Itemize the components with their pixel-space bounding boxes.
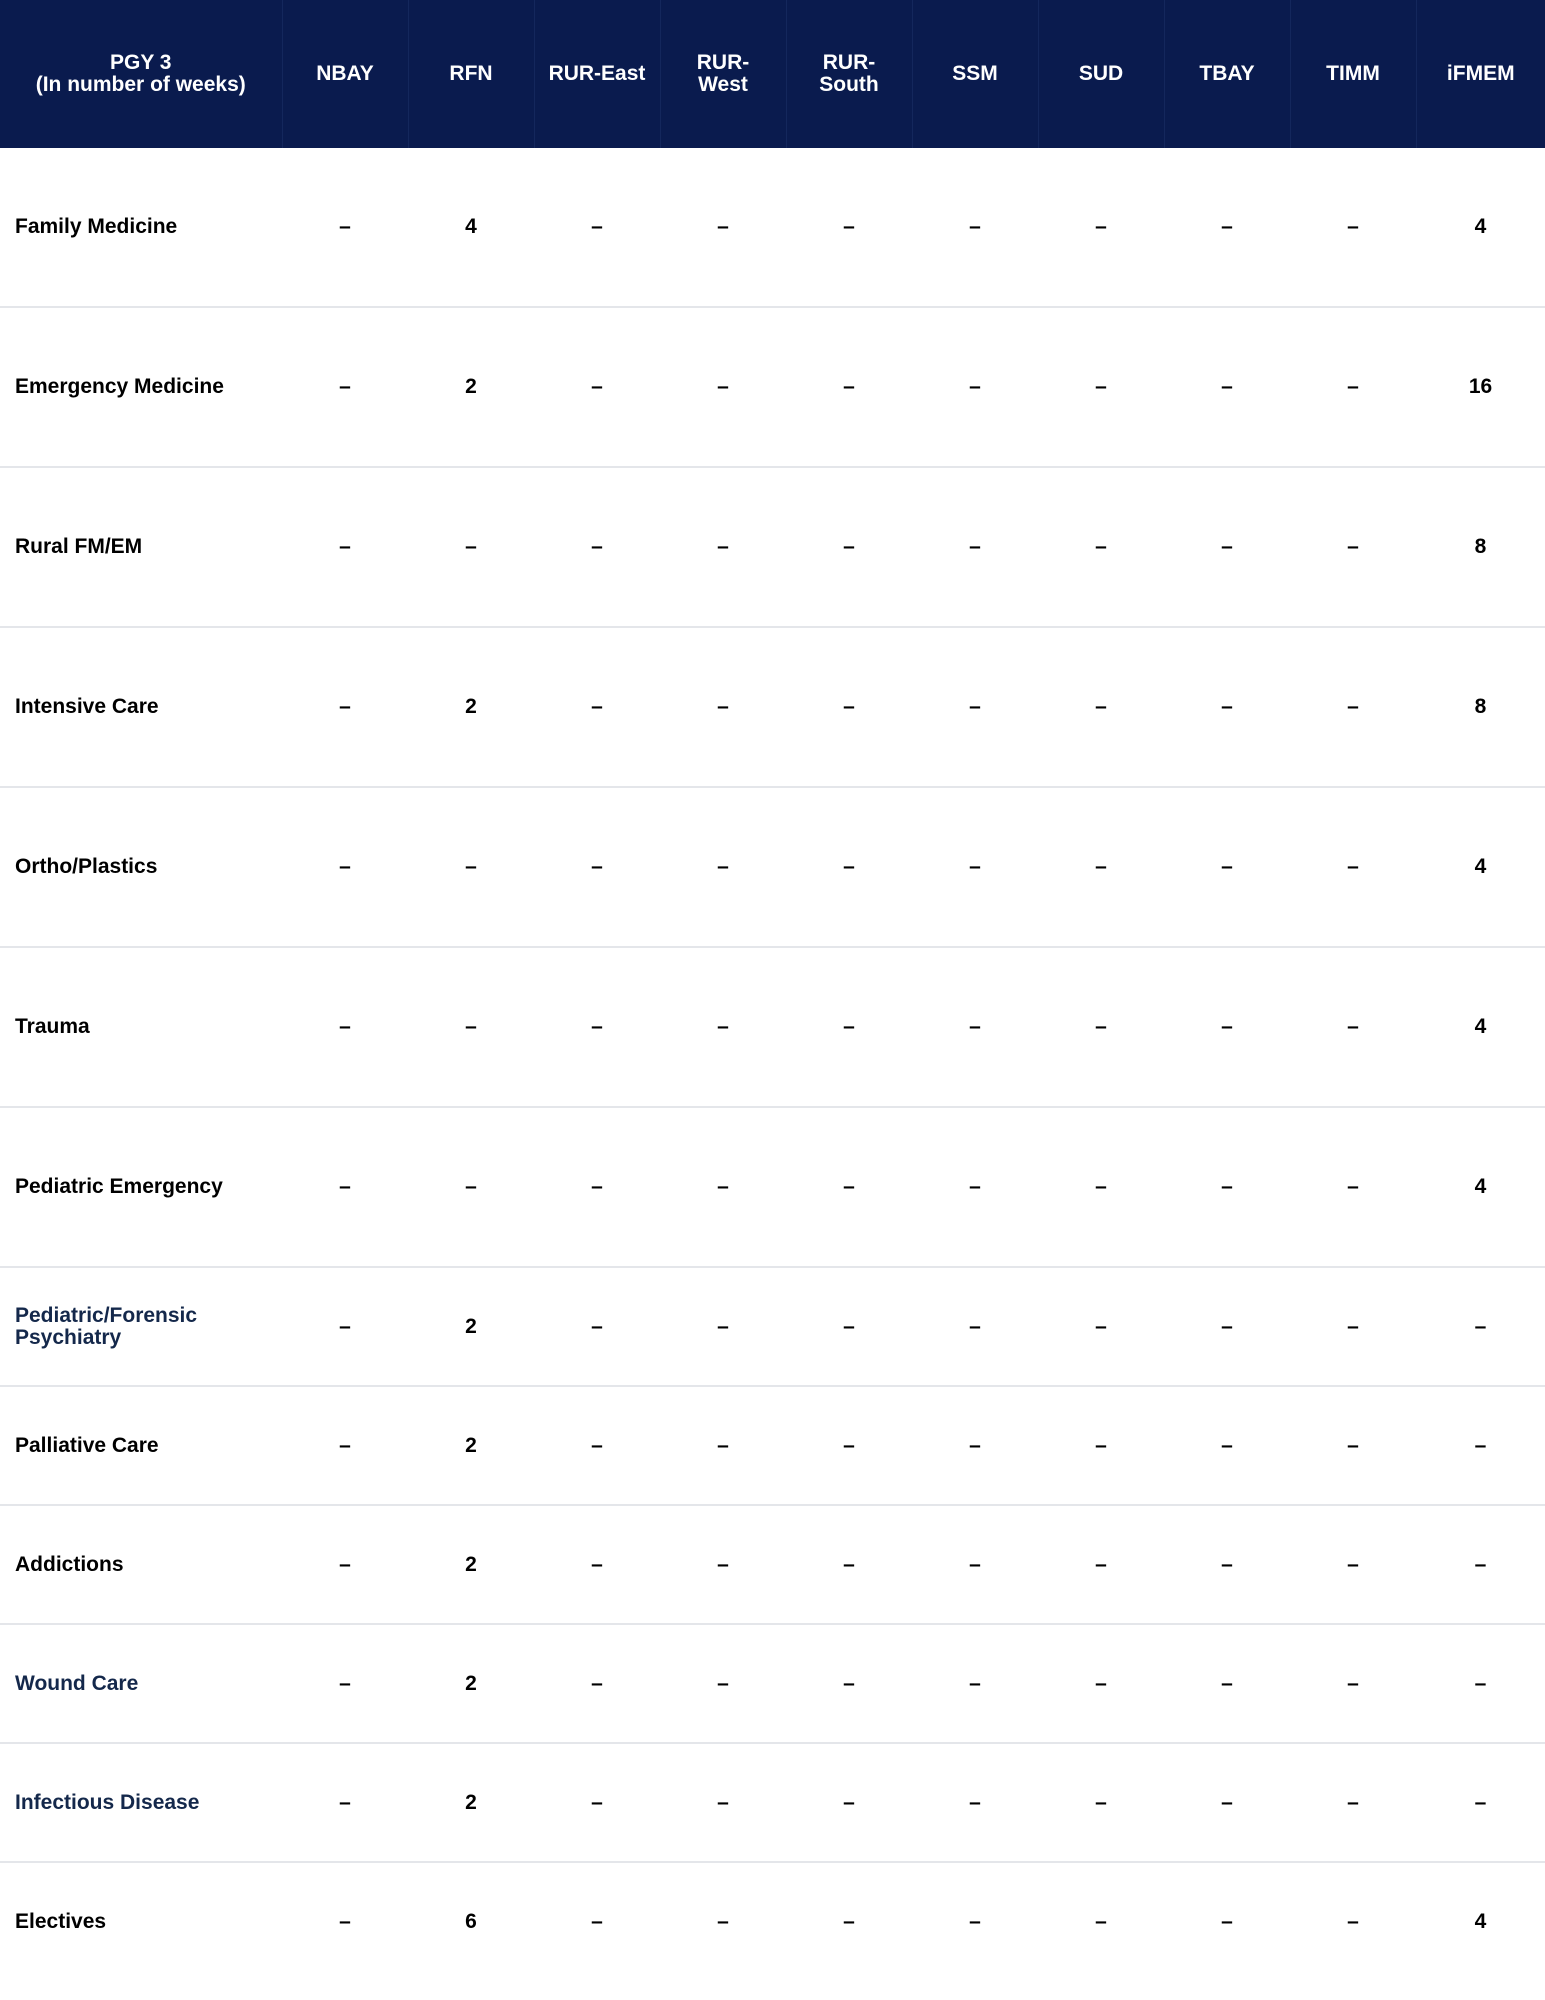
weeks-cell: – xyxy=(660,1743,786,1862)
header-site-label: RUR-East xyxy=(548,62,646,85)
weeks-cell: – xyxy=(1290,1386,1416,1505)
weeks-cell: – xyxy=(717,1909,729,1933)
weeks-cell: – xyxy=(786,1267,912,1386)
weeks-cell: 6 xyxy=(465,1909,477,1933)
row-label xyxy=(0,1267,282,1386)
weeks-cell: – xyxy=(282,1267,408,1386)
weeks-cell: 2 xyxy=(408,307,534,467)
table-row xyxy=(0,467,1545,627)
table-row xyxy=(0,148,1545,307)
weeks-cell: – xyxy=(1095,1909,1107,1933)
weeks-cell: – xyxy=(534,1624,660,1743)
header-site-label: NBAY xyxy=(316,62,374,85)
weeks-cell: – xyxy=(534,307,660,467)
weeks-cell: 4 xyxy=(1416,1107,1545,1267)
header-site-label: TBAY xyxy=(1199,62,1255,85)
header-site-label: West xyxy=(698,73,748,96)
weeks-cell: – xyxy=(408,467,534,627)
weeks-cell: – xyxy=(912,1386,1038,1505)
weeks-cell: – xyxy=(1038,1386,1164,1505)
weeks-cell: – xyxy=(1290,787,1416,947)
weeks-cell: – xyxy=(534,947,660,1107)
weeks-cell: 4 xyxy=(1416,947,1545,1107)
row-label xyxy=(0,627,282,787)
weeks-cell: 4 xyxy=(1416,787,1545,947)
weeks-cell: – xyxy=(408,1107,534,1267)
weeks-cell: – xyxy=(282,627,408,787)
row-label xyxy=(0,148,282,307)
header-site-ssm xyxy=(912,0,1038,148)
weeks-cell: – xyxy=(1164,1743,1290,1862)
weeks-cell: – xyxy=(282,947,408,1107)
weeks-cell: – xyxy=(786,1386,912,1505)
weeks-cell: – xyxy=(660,307,786,467)
weeks-cell: – xyxy=(912,947,1038,1107)
weeks-cell: – xyxy=(1290,148,1416,307)
weeks-cell: 2 xyxy=(408,1743,534,1862)
weeks-cell: 2 xyxy=(408,627,534,787)
weeks-cell: – xyxy=(912,1505,1038,1624)
weeks-cell: – xyxy=(1038,627,1164,787)
table-row xyxy=(0,1386,1545,1505)
header-site-label: iFMEM xyxy=(1446,62,1515,85)
header-site-label: RUR- xyxy=(696,51,750,74)
weeks-cell: – xyxy=(534,627,660,787)
weeks-cell: – xyxy=(534,148,660,307)
weeks-cell: – xyxy=(1164,947,1290,1107)
row-label-line: Palliative Care xyxy=(15,1433,159,1457)
weeks-cell: – xyxy=(843,1909,855,1933)
weeks-cell: 16 xyxy=(1416,307,1545,467)
weeks-cell: – xyxy=(534,467,660,627)
weeks-cell: 4 xyxy=(1474,1909,1487,1933)
weeks-cell: – xyxy=(534,787,660,947)
weeks-cell: – xyxy=(1416,1505,1545,1624)
weeks-cell: – xyxy=(282,1624,408,1743)
row-label xyxy=(0,1505,282,1624)
row-label-line: Emergency Medicine xyxy=(15,375,224,398)
weeks-cell: 8 xyxy=(1416,467,1545,627)
header-site-label: South xyxy=(819,73,879,96)
weeks-cell: – xyxy=(1038,1505,1164,1624)
weeks-cell: – xyxy=(282,1107,408,1267)
table-row xyxy=(0,1107,1545,1267)
weeks-cell: – xyxy=(912,467,1038,627)
weeks-cell: – xyxy=(534,1267,660,1386)
weeks-cell: – xyxy=(786,1743,912,1862)
weeks-cell: – xyxy=(534,1107,660,1267)
header-site-sud xyxy=(1038,0,1164,148)
row-label xyxy=(0,1862,282,1980)
weeks-cell: – xyxy=(534,1743,660,1862)
weeks-cell: 4 xyxy=(408,148,534,307)
weeks-cell: – xyxy=(786,467,912,627)
header-site-tbay xyxy=(1164,0,1290,148)
weeks-cell: 2 xyxy=(408,1505,534,1624)
weeks-cell: – xyxy=(282,787,408,947)
weeks-cell: – xyxy=(1164,1386,1290,1505)
table-row xyxy=(0,1624,1545,1743)
weeks-cell: 8 xyxy=(1416,627,1545,787)
weeks-cell: – xyxy=(786,148,912,307)
weeks-cell: – xyxy=(1038,1107,1164,1267)
row-label-line: Family Medicine xyxy=(15,215,178,238)
row-label xyxy=(0,1386,282,1505)
header-corner-line: (In number of weeks) xyxy=(35,73,246,96)
row-label xyxy=(0,787,282,947)
weeks-cell: – xyxy=(786,1505,912,1624)
weeks-cell: – xyxy=(1221,1909,1233,1933)
weeks-cell: – xyxy=(591,1909,603,1933)
header-site-label: TIMM xyxy=(1326,62,1380,85)
weeks-cell: – xyxy=(912,627,1038,787)
row-label-line: Psychiatry xyxy=(15,1325,122,1349)
weeks-cell: – xyxy=(1290,1505,1416,1624)
weeks-cell: – xyxy=(534,1505,660,1624)
table-row xyxy=(0,627,1545,787)
weeks-cell: – xyxy=(1038,787,1164,947)
weeks-cell: – xyxy=(1290,947,1416,1107)
header-site-rur-east xyxy=(534,0,660,148)
row-label-line: Trauma xyxy=(15,1015,90,1038)
weeks-cell: – xyxy=(1290,1267,1416,1386)
weeks-cell: – xyxy=(1038,1624,1164,1743)
weeks-cell: – xyxy=(1164,148,1290,307)
row-label xyxy=(0,1624,282,1743)
weeks-cell: – xyxy=(786,1624,912,1743)
weeks-cell: – xyxy=(1164,627,1290,787)
weeks-cell: – xyxy=(1038,1267,1164,1386)
weeks-cell: – xyxy=(912,1267,1038,1386)
weeks-cell: – xyxy=(660,947,786,1107)
header-site-label: SUD xyxy=(1078,62,1124,85)
weeks-cell: – xyxy=(534,1386,660,1505)
row-label xyxy=(0,467,282,627)
table-row xyxy=(0,947,1545,1107)
weeks-cell: – xyxy=(660,148,786,307)
weeks-cell: – xyxy=(1290,627,1416,787)
weeks-cell: – xyxy=(1038,148,1164,307)
table-row xyxy=(0,787,1545,947)
weeks-cell: – xyxy=(1290,1107,1416,1267)
table-row xyxy=(0,1267,1545,1386)
weeks-cell: – xyxy=(660,1624,786,1743)
row-label xyxy=(0,1743,282,1862)
weeks-cell: – xyxy=(1164,1624,1290,1743)
row-label-line: Electives xyxy=(15,1909,107,1933)
weeks-cell: – xyxy=(1038,1743,1164,1862)
weeks-cell: – xyxy=(282,1743,408,1862)
header-site-rur-south xyxy=(786,0,912,148)
header-site-label: RFN xyxy=(449,62,493,85)
weeks-cell: – xyxy=(1164,1267,1290,1386)
weeks-cell: – xyxy=(1038,947,1164,1107)
table-row xyxy=(0,307,1545,467)
row-label-line: Wound Care xyxy=(15,1671,139,1695)
weeks-cell: – xyxy=(282,148,408,307)
row-label xyxy=(0,947,282,1107)
header-site-label: SSM xyxy=(952,62,998,85)
header-corner-line: PGY 3 xyxy=(110,51,172,74)
weeks-cell: – xyxy=(1290,467,1416,627)
weeks-cell: – xyxy=(912,1624,1038,1743)
row-label-line: Ortho/Plastics xyxy=(15,855,158,878)
weeks-cell: – xyxy=(1164,467,1290,627)
weeks-cell: – xyxy=(786,787,912,947)
table-row xyxy=(0,1743,1545,1862)
row-label-line: Rural FM/EM xyxy=(15,535,143,558)
row-label-line: Pediatric Emergency xyxy=(15,1175,223,1198)
weeks-cell: – xyxy=(1038,307,1164,467)
weeks-cell: – xyxy=(1416,1267,1545,1386)
weeks-cell: – xyxy=(408,947,534,1107)
weeks-cell: – xyxy=(339,1909,351,1933)
weeks-cell: – xyxy=(1164,1107,1290,1267)
row-label xyxy=(0,1107,282,1267)
table-header xyxy=(0,0,1545,148)
weeks-cell: 4 xyxy=(1416,148,1545,307)
weeks-cell: – xyxy=(282,307,408,467)
weeks-cell: – xyxy=(660,1505,786,1624)
weeks-cell: – xyxy=(1164,787,1290,947)
weeks-cell: – xyxy=(1290,307,1416,467)
weeks-cell: – xyxy=(282,1505,408,1624)
weeks-cell: – xyxy=(1416,1743,1545,1862)
weeks-cell: – xyxy=(912,307,1038,467)
weeks-cell: – xyxy=(660,1107,786,1267)
weeks-cell: – xyxy=(660,1267,786,1386)
header-row xyxy=(0,0,1545,148)
header-site-timm xyxy=(1290,0,1416,148)
table-body xyxy=(0,148,1545,1980)
row-label-line: Addictions xyxy=(15,1552,124,1576)
weeks-cell: – xyxy=(1290,1624,1416,1743)
weeks-cell: – xyxy=(282,467,408,627)
row-label-line: Intensive Care xyxy=(15,695,159,718)
weeks-cell: 2 xyxy=(408,1624,534,1743)
weeks-cell: – xyxy=(786,307,912,467)
header-site-rur-west xyxy=(660,0,786,148)
header-site-rfn xyxy=(408,0,534,148)
row-label-line: Infectious Disease xyxy=(15,1790,200,1814)
weeks-cell: – xyxy=(1164,1505,1290,1624)
header-site-ifmem xyxy=(1416,0,1545,148)
weeks-cell: – xyxy=(660,467,786,627)
weeks-cell: – xyxy=(786,947,912,1107)
weeks-cell: – xyxy=(1416,1624,1545,1743)
header-corner xyxy=(0,0,282,148)
weeks-cell: – xyxy=(912,1107,1038,1267)
weeks-cell: – xyxy=(1290,1743,1416,1862)
header-site-nbay xyxy=(282,0,408,148)
weeks-cell: – xyxy=(1347,1909,1359,1933)
weeks-cell: 2 xyxy=(408,1267,534,1386)
weeks-cell: – xyxy=(912,148,1038,307)
weeks-cell: – xyxy=(1164,307,1290,467)
row-label xyxy=(0,307,282,467)
row-label-line: Pediatric/Forensic xyxy=(15,1303,198,1327)
weeks-cell: – xyxy=(786,1107,912,1267)
weeks-cell: – xyxy=(408,787,534,947)
weeks-cell: – xyxy=(660,1386,786,1505)
weeks-cell: – xyxy=(660,627,786,787)
weeks-cell: – xyxy=(786,627,912,787)
table-row xyxy=(0,1505,1545,1624)
weeks-cell: – xyxy=(1416,1386,1545,1505)
weeks-cell: – xyxy=(912,787,1038,947)
weeks-cell: – xyxy=(912,1743,1038,1862)
weeks-cell: 2 xyxy=(408,1386,534,1505)
table-row xyxy=(0,1862,1545,1980)
weeks-cell: – xyxy=(282,1386,408,1505)
weeks-cell: – xyxy=(969,1909,981,1933)
weeks-cell: – xyxy=(660,787,786,947)
weeks-cell: – xyxy=(1038,467,1164,627)
header-site-label: RUR- xyxy=(822,51,876,74)
